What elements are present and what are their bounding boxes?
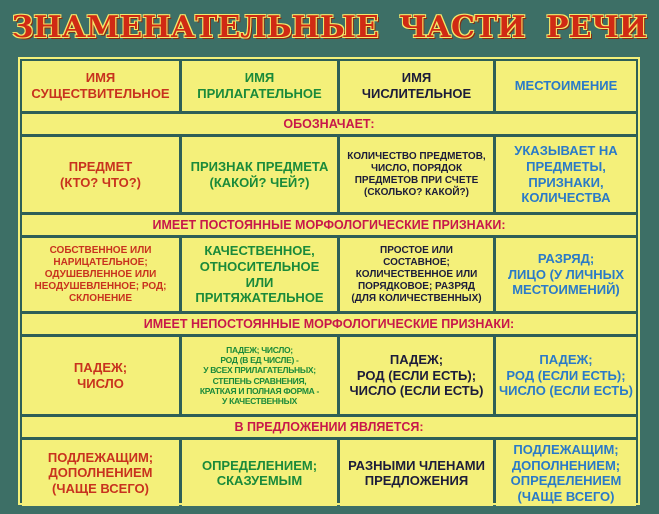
cell-text: ПРЕДМЕТ (КТО? ЧТО?)	[59, 158, 141, 190]
cell	[340, 440, 493, 506]
cell	[182, 137, 337, 212]
cell	[340, 238, 493, 311]
cell	[22, 137, 179, 212]
cell-text: РАЗРЯД; ЛИЦО (У ЛИЧНЫХ МЕСТОИМЕНИЙ)	[507, 251, 625, 298]
header-label: ИМЯ ПРИЛАГАТЕЛЬНОЕ	[197, 70, 322, 101]
section-label: ОБОЗНАЧАЕТ:	[22, 114, 636, 134]
cell-text: ОПРЕДЕЛЕНИЕМ; СКАЗУЕМЫМ	[201, 457, 318, 489]
cell	[22, 337, 179, 414]
cell	[340, 337, 493, 414]
cell	[496, 238, 636, 311]
cell	[182, 337, 337, 414]
cell	[22, 238, 179, 311]
cell-text: СОБСТВЕННОЕ ИЛИ НАРИЦАТЕЛЬНОЕ; ОДУШЕВЛЕННОЕ ИЛИ НЕОДУШЕВЛЕННОЕ; РОД; СКЛОНЕНИЕ	[34, 244, 167, 304]
cell	[496, 440, 636, 506]
cell-text: УКАЗЫВАЕТ НА ПРЕДМЕТЫ, ПРИЗНАКИ, КОЛИЧЕСТВА	[514, 143, 618, 206]
header-label: МЕСТОИМЕНИЕ	[514, 78, 618, 94]
cell	[340, 137, 493, 212]
header-noun	[22, 61, 179, 111]
cell	[182, 440, 337, 506]
header-pronoun	[496, 61, 636, 111]
parts-of-speech-table	[18, 57, 640, 505]
section-label: ИМЕЕТ ПОСТОЯННЫЕ МОРФОЛОГИЧЕСКИЕ ПРИЗНАКИ:	[22, 215, 636, 235]
cell-text: ПОДЛЕЖАЩИМ; ДОПОЛНЕНИЕМ (ЧАЩЕ ВСЕГО)	[47, 449, 154, 496]
cell-text: ПРОСТОЕ ИЛИ СОСТАВНОЕ; КОЛИЧЕСТВЕННОЕ ИЛИ ПОРЯДКОВОЕ; РАЗРЯД (ДЛЯ КОЛИЧЕСТВЕННЫХ)	[351, 244, 482, 304]
section-label: ИМЕЕТ НЕПОСТОЯННЫЕ МОРФОЛОГИЧЕСКИЕ ПРИЗНАКИ:	[22, 314, 636, 334]
header-label: ИМЯ СУЩЕСТВИТЕЛЬНОЕ	[31, 70, 170, 101]
header-numeral	[340, 61, 493, 111]
cell-text: ПАДЕЖ; РОД (ЕСЛИ ЕСТЬ); ЧИСЛО (ЕСЛИ ЕСТЬ)	[499, 352, 633, 399]
header-adjective	[182, 61, 337, 111]
section-label: В ПРЕДЛОЖЕНИИ ЯВЛЯЕТСЯ:	[22, 417, 636, 437]
cell	[496, 337, 636, 414]
header-label: ИМЯ ЧИСЛИТЕЛЬНОЕ	[361, 70, 472, 101]
poster-title: ЗНАМЕНАТЕЛЬНЫЕ ЧАСТИ РЕЧИ	[11, 10, 648, 45]
cell-text: РАЗНЫМИ ЧЛЕНАМИ ПРЕДЛОЖЕНИЯ	[348, 457, 485, 489]
cell-text: КОЛИЧЕСТВО ПРЕДМЕТОВ, ЧИСЛО, ПОРЯДОК ПРЕДМЕТОВ ПРИ СЧЕТЕ (СКОЛЬКО? КАКОЙ?)	[347, 150, 486, 198]
cell-text: КАЧЕСТВЕННОЕ, ОТНОСИТЕЛЬНОЕ ИЛИ ПРИТЯЖАТЕЛЬНОЕ	[195, 243, 324, 306]
cell	[182, 238, 337, 311]
cell-text: ПАДЕЖ; ЧИСЛО; РОД (В ЕД ЧИСЛЕ) - У ВСЕХ ПРИЛАГАТЕЛЬНЫХ; СТЕПЕНЬ СРАВНЕНИЯ, КРАТКАЯ И ПОЛНАЯ ФОРМА - У КАЧЕСТВЕННЫХ	[199, 344, 320, 406]
cell-text: ПОДЛЕЖАЩИМ; ДОПОЛНЕНИЕМ; ОПРЕДЕЛЕНИЕМ (ЧАЩЕ ВСЕГО)	[510, 442, 622, 504]
cell-text: ПРИЗНАК ПРЕДМЕТА (КАКОЙ? ЧЕЙ?)	[190, 158, 329, 190]
cell	[496, 137, 636, 212]
cell	[22, 440, 179, 506]
cell-text: ПАДЕЖ; РОД (ЕСЛИ ЕСТЬ); ЧИСЛО (ЕСЛИ ЕСТЬ)	[349, 352, 484, 399]
cell-text: ПАДЕЖ; ЧИСЛО	[73, 359, 128, 391]
